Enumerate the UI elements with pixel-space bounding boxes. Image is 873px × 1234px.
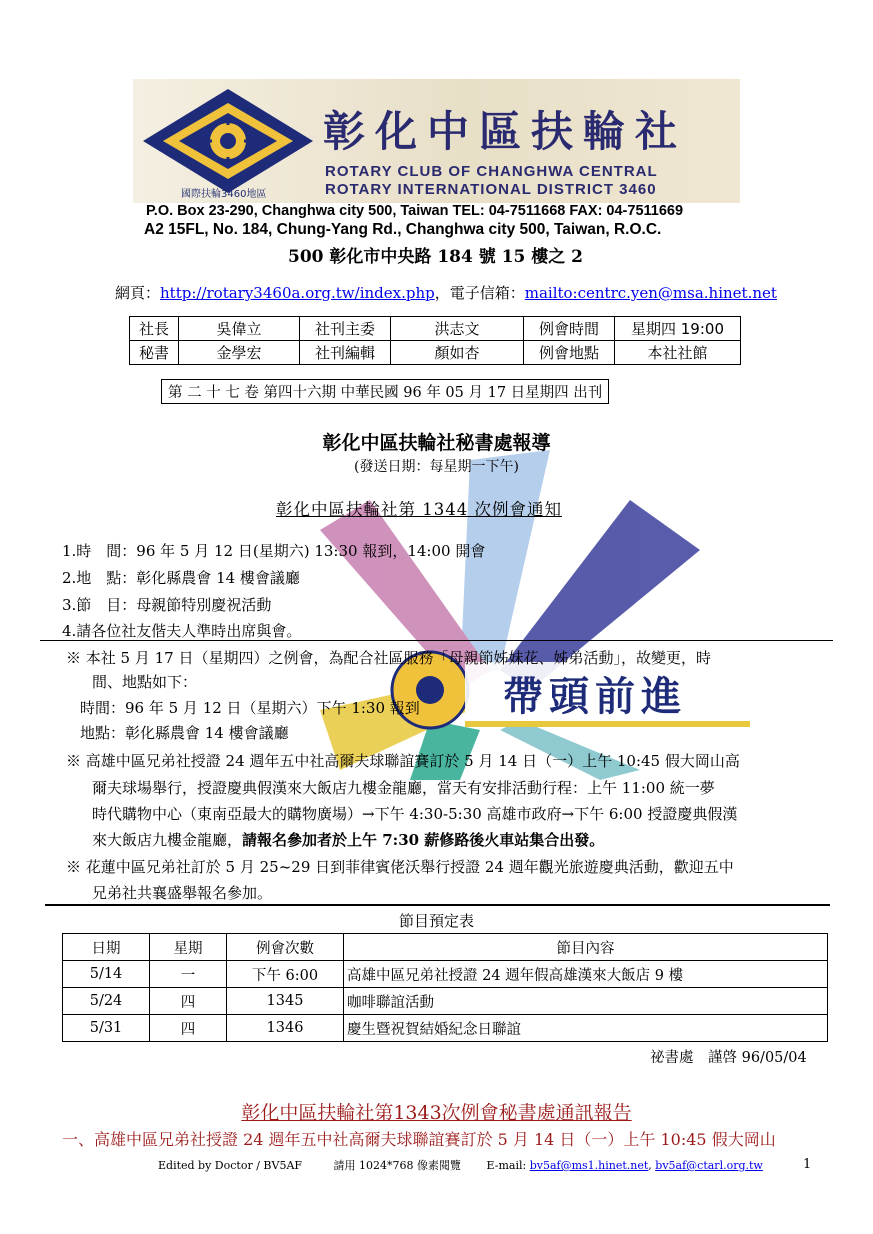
program-cell: 四: [150, 988, 227, 1015]
footer-sep: ,: [648, 1159, 652, 1172]
club-banner: [133, 79, 740, 203]
banner-district-cn: 國際扶輪3460地區: [181, 189, 267, 200]
note-line: 時間：96 年 5 月 12 日（星期六）下午 1:30 報到: [80, 699, 420, 717]
table-row: [63, 1015, 828, 1042]
officers-cell: 顏如杏: [391, 341, 524, 365]
program-table: [62, 933, 828, 1042]
address-en-line2: A2 15FL, No. 184, Chung-Yang Rd., Changhwa city 500, Taiwan, R.O.C.: [144, 221, 662, 238]
program-cell: 四: [150, 1015, 227, 1042]
program-cell: 下午 6:00: [227, 961, 344, 988]
divider: [45, 904, 830, 906]
program-cell: 慶生暨祝賀結婚紀念日聯誼: [344, 1015, 828, 1042]
note-line: ※ 花蓮中區兄弟社訂於 5 月 25~29 日到菲律賓佬沃舉行授證 24 週年觀光旅遊慶典活動，歡迎五中: [66, 858, 734, 876]
officers-cell: 社刊主委: [300, 317, 391, 341]
banner-club-en: ROTARY CLUB OF CHANGHWA CENTRAL: [325, 163, 658, 180]
program-header-cell: 日期: [63, 934, 150, 961]
banner-district-en: ROTARY INTERNATIONAL DISTRICT 3460: [325, 181, 657, 198]
note-line: ※ 本社 5 月 17 日（星期四）之例會，為配合社區服務「母親節姊妹花、姊弟活動」，故變更，時: [66, 649, 711, 667]
address-en-line1: P.O. Box 23-290, Changhwa city 500, Taiwan TEL: 04-7511668 FAX: 04-7511669: [146, 203, 684, 219]
officers-cell: 例會時間: [524, 317, 615, 341]
notice-item: 4.請各位社友偕夫人準時出席與會。: [62, 622, 302, 640]
officers-cell: 本社社館: [615, 341, 741, 365]
program-header-cell: 星期: [150, 934, 227, 961]
next-report-title: 彰化中區扶輪社第1343次例會秘書處通訊報告: [241, 1102, 632, 1124]
program-cell: 咖啡聯誼活動: [344, 988, 828, 1015]
officers-cell: 社長: [130, 317, 179, 341]
report-title: 彰化中區扶輪社秘書處報導: [322, 432, 551, 454]
program-cell: 1346: [227, 1015, 344, 1042]
officers-cell: 金學宏: [179, 341, 300, 365]
officers-cell: 星期四 19:00: [615, 317, 741, 341]
program-header-cell: 例會次數: [227, 934, 344, 961]
footer-email-link-2[interactable]: bv5af@ctarl.org.tw: [655, 1159, 763, 1172]
footer-edited: Edited by Doctor / BV5AF: [158, 1159, 303, 1172]
table-row: [63, 988, 828, 1015]
footer-view-hint: 請用 1024*768 像素閱覽: [333, 1159, 461, 1172]
note-line: [92, 829, 604, 850]
email-link[interactable]: mailto:centrc.yen@msa.hinet.net: [524, 284, 777, 302]
note-text: 來大飯店九樓金龍廳，: [92, 831, 243, 849]
volume-issue: 第 二 十 七 卷 第四十六期 中華民國 96 年 05 月 17 日星期四 出刊: [161, 379, 609, 404]
watermark-slogan: 帶頭前進: [503, 674, 687, 720]
notice-title: 彰化中區扶輪社第 1344 次例會通知: [276, 500, 562, 519]
program-cell: 5/31: [63, 1015, 150, 1042]
program-header-row: [63, 934, 828, 961]
page-number: 1: [803, 1157, 812, 1172]
officers-cell: 洪志文: [391, 317, 524, 341]
officers-row: [130, 317, 741, 341]
officers-table: [129, 316, 741, 365]
email-label: ，電子信箱：: [434, 284, 525, 302]
program-header-cell: 節目內容: [344, 934, 828, 961]
footer: [158, 1157, 763, 1173]
footer-email-label: E-mail:: [486, 1159, 527, 1172]
table-row: [63, 961, 828, 988]
watermark-star-graphic: [300, 440, 760, 780]
program-cell: 1345: [227, 988, 344, 1015]
divider: [40, 640, 833, 641]
note-line: 爾夫球場舉行，授證慶典假漢來大飯店九樓金龍廳，當天有安排活動行程：上午 11:00 統一夢: [92, 779, 715, 797]
footer-email-link-1[interactable]: bv5af@ms1.hinet.net: [529, 1159, 649, 1172]
web-link[interactable]: http://rotary3460a.org.tw/index.php: [160, 284, 435, 302]
report-subtitle: (發送日期：每星期一下午): [354, 459, 519, 475]
officers-cell: 秘書: [130, 341, 179, 365]
program-title: 節目預定表: [398, 912, 474, 930]
notice-item: 2.地 點：彰化縣農會 14 樓會議廳: [62, 569, 300, 587]
contact-line: [115, 282, 777, 303]
note-line: 地點：彰化縣農會 14 樓會議廳: [80, 724, 289, 742]
address-cn: 500 彰化市中央路 184 號 15 樓之 2: [288, 247, 583, 267]
web-label: 網頁：: [115, 284, 161, 302]
note-emphasis: 請報名參加者於上午 7:30 薪修路後火車站集合出發。: [242, 831, 605, 849]
notice-item: 3.節 目：母親節特別慶祝活動: [62, 596, 272, 614]
officers-cell: 吳偉立: [179, 317, 300, 341]
next-report-line: 一、高雄中區兄弟社授證 24 週年五中社高爾夫球聯誼賽訂於 5 月 14 日（一）上午 10:45 假大岡山: [62, 1130, 776, 1149]
note-line: 間、地點如下：: [92, 673, 198, 691]
program-cell: 高雄中區兄弟社授證 24 週年假高雄漢來大飯店 9 樓: [344, 961, 828, 988]
note-line: 兄弟社共襄盛舉報名參加。: [92, 884, 273, 902]
program-cell: 一: [150, 961, 227, 988]
program-cell: 5/24: [63, 988, 150, 1015]
officers-row: [130, 341, 741, 365]
officers-cell: 例會地點: [524, 341, 615, 365]
note-line: 時代購物中心（東南亞最大的購物廣場）→下午 4:30-5:30 高雄市政府→下午 6:00 授證慶典假漢: [92, 805, 738, 823]
notice-item: 1.時 間：96 年 5 月 12 日(星期六) 13:30 報到，14:00 開會: [62, 542, 486, 560]
banner-club-name: 彰化中區扶輪社: [323, 107, 688, 156]
note-line: ※ 高雄中區兄弟社授證 24 週年五中社高爾夫球聯誼賽訂於 5 月 14 日（一）上午 10:45 假大岡山高: [66, 752, 740, 770]
signoff: 祕書處 謹啓 96/05/04: [650, 1050, 807, 1066]
officers-cell: 社刊編輯: [300, 341, 391, 365]
program-cell: 5/14: [63, 961, 150, 988]
